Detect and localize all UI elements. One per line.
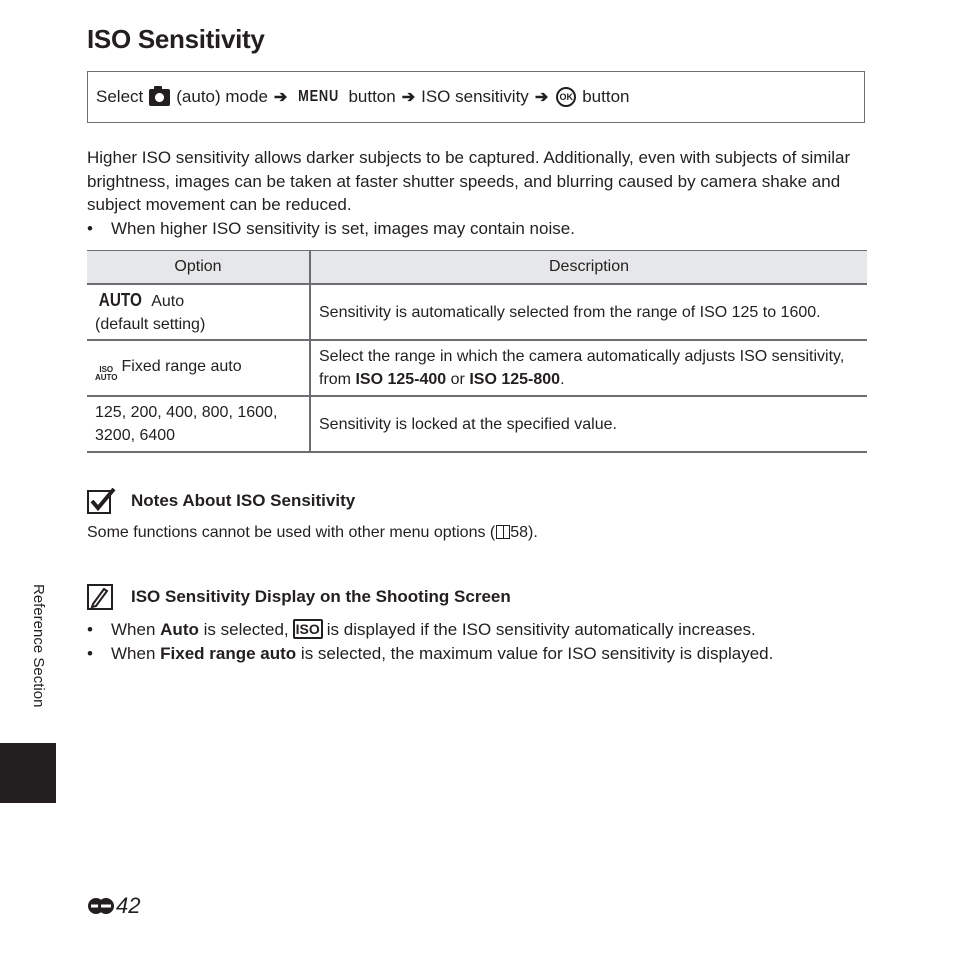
b2-bold: Fixed range auto [160,644,297,663]
iso-display-icon: ISO [293,619,323,639]
page-number [87,893,140,919]
option-label: Auto [151,292,185,310]
table-row [87,396,867,452]
option-label: Fixed range auto [121,357,242,375]
intro-bullet [87,217,575,240]
intro-paragraph: Higher ISO sensitivity allows darker subjects to be captured. Additionally, even with subjects of similar brightness, images can be taken at faster shutter speeds, and blurring caused by camera shake and subject movement can be reduced. [87,148,851,214]
option-sublabel: (default setting) [95,315,206,333]
b1-bold: Auto [160,620,199,639]
header-description: Description [310,251,867,285]
display-heading [87,584,511,610]
bullet-icon: • [87,644,93,663]
menu-button-icon: MENU [298,88,340,105]
notes-text-after: ). [528,524,538,541]
path-button-2: button [582,87,630,106]
notes-text [87,522,538,544]
auto-icon: AUTO [98,289,142,310]
desc-end: . [560,371,565,388]
intro-bullet-text: When higher ISO sensitivity is set, images may contain noise. [111,219,575,238]
page-number-text: 42 [116,893,141,918]
path-select: Select [96,87,144,106]
b2-end: is selected, the maximum value for ISO sensitivity is displayed. [300,644,774,663]
header-option: Option [87,251,310,285]
description-cell [310,340,867,396]
ok-button-icon: OK [556,87,576,107]
table-header-row [87,251,867,285]
b1-when: When [111,620,156,639]
iso-auto-icon-top: ISO [99,364,114,374]
option-cell: 125, 200, 400, 800, 1600, 3200, 6400 [87,396,310,452]
notes-heading [87,488,355,514]
display-heading-text: ISO Sensitivity Display on the Shooting Screen [131,587,511,606]
display-bullet-2 [87,642,773,665]
desc-bold-range: ISO 125-800 [469,371,561,388]
iso-auto-icon-bottom: AUTO [95,372,118,382]
right-arrow-icon: ➔ [534,89,549,106]
bullet-icon: • [87,219,93,238]
description-cell: Sensitivity is automatically selected from the range of ISO 125 to 1600. [310,284,867,340]
section-tab [0,743,56,803]
iso-auto-icon [95,366,118,382]
notes-text-before: Some functions cannot be used with other menu options ( [87,524,496,541]
description-cell: Sensitivity is locked at the specified value. [310,396,867,452]
notes-heading-text: Notes About ISO Sensitivity [131,491,356,510]
path-iso: ISO sensitivity [421,87,529,106]
menu-path-box [87,71,865,123]
desc-or: or [450,371,465,388]
e-section-icon [87,896,115,916]
option-cell [87,340,310,396]
checkmark-icon [87,488,117,514]
options-table [87,250,867,453]
page-title: ISO Sensitivity [87,24,265,54]
desc-bold-range: ISO 125-400 [355,371,447,388]
desc-text: Select the range in which the camera automatically adjusts ISO sensitivity, from [319,348,845,388]
bullet-icon: • [87,620,93,639]
right-arrow-icon: ➔ [401,89,416,106]
path-mode: (auto) mode [176,87,268,106]
table-row [87,340,867,396]
b2-when: When [111,644,156,663]
b1-mid: is selected, [203,620,289,639]
path-button-1: button [348,87,396,106]
right-arrow-icon: ➔ [273,89,288,106]
option-cell [87,284,310,340]
pencil-icon [87,584,117,610]
notes-ref: 58 [510,524,529,541]
camera-auto-mode-icon [149,89,170,106]
b1-end: is displayed if the ISO sensitivity automatically increases. [326,620,756,639]
display-bullet-1 [87,618,756,641]
table-row [87,284,867,340]
book-reference-icon [496,525,510,539]
side-section-label: Reference Section [30,584,47,708]
